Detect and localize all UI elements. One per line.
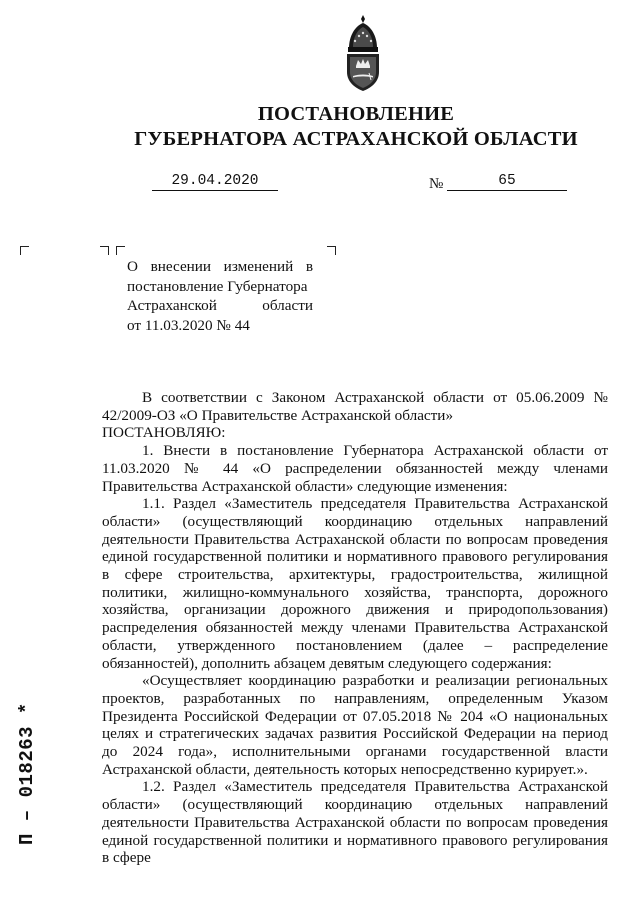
document-date: 29.04.2020 bbox=[152, 173, 278, 191]
document-subject bbox=[127, 257, 313, 335]
serial-number: П – 018263 * bbox=[16, 702, 38, 845]
clause-paragraph: 1. Внести в постановление Губернатора Астраханской области от 11.03.2020 № 44 «О распределении обязанностей между членами Правительства Астраханской области» следующие изменения: bbox=[102, 442, 608, 495]
corner-mark bbox=[116, 246, 125, 255]
corner-mark bbox=[20, 246, 29, 255]
corner-mark bbox=[327, 246, 336, 255]
document-title: ПОСТАНОВЛЕНИЕ bbox=[257, 103, 455, 125]
quoted-paragraph: «Осуществляет координацию разработки и реализации региональных проектов, разработанных по направлениям, определенным Указом Президента Российской Федерации от 07.05.2018 № 204 «О национальных целях и стратегических задачах развития Российской Федерации на период до 2024 года», исполнительными органами государственной власти Астраханской области, деятельность которых непосредственно курирует.». bbox=[102, 672, 608, 778]
side-serial-code bbox=[14, 700, 38, 860]
document-number: 65 bbox=[447, 173, 567, 191]
preamble-paragraph: В соответствии с Законом Астраханской области от 05.06.2009 № 42/2009-ОЗ «О Правительстве Астраханской области» bbox=[102, 389, 608, 424]
subject-line: от 11.03.2020 № 44 bbox=[127, 316, 250, 334]
subject-line: постановление Губернатора bbox=[127, 277, 308, 295]
coat-of-arms-emblem bbox=[339, 14, 387, 92]
subject-line: Астраханской области bbox=[127, 297, 313, 314]
document-issuer: ГУБЕРНАТОРА АСТРАХАНСКОЙ ОБЛАСТИ bbox=[134, 128, 578, 150]
clause-paragraph: 1.2. Раздел «Заместитель председателя Правительства Астраханской области» (осуществляющий координацию отдельных направлений деятельности Правительства Астраханской области по вопросам проведения единой государственной политики и нормативного правового регулирования в сфере bbox=[102, 778, 608, 867]
subject-line: О внесении изменений в bbox=[127, 258, 313, 275]
document-body bbox=[102, 389, 608, 867]
number-sign: № bbox=[429, 176, 444, 192]
decree-word: ПОСТАНОВЛЯЮ: bbox=[102, 424, 226, 442]
clause-paragraph: 1.1. Раздел «Заместитель председателя Правительства Астраханской области» (осуществляющий координацию отдельных направлений деятельности Правительства Астраханской области по вопросам проведения единой государственной политики и нормативного правового регулирования в сфере строительства, архитектуры, градостроительства, жилищной политики, жилищно-коммунального хозяйства, транспорта, дорожного хозяйства, организации дорожного движения и природопользования) распределения обязанностей между членами Правительства Астраханской области, утвержденного постановлением (далее – распределение обязанностей), дополнить абзацем девятым следующего содержания: bbox=[102, 495, 608, 672]
corner-mark bbox=[100, 246, 109, 255]
